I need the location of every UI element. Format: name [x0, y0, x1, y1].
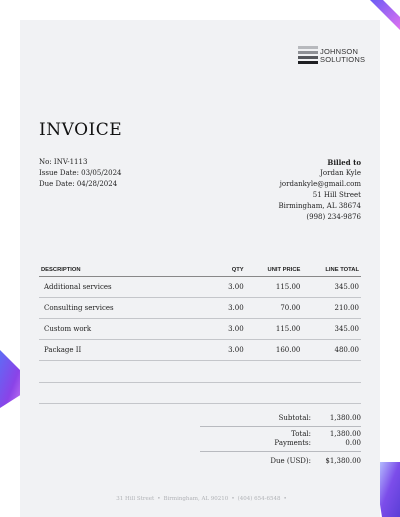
logo-bars-icon: [298, 46, 318, 66]
row-unit-price: 160.00: [275, 346, 301, 354]
client-street: 51 Hill Street: [312, 191, 361, 199]
row-line-total: 480.00: [334, 346, 359, 354]
totals-divider: [200, 451, 361, 452]
footer: 31 Hill Street • Birmingham, AL 90210 • (404) 654-6548 •: [116, 496, 287, 502]
billed-to: [278, 157, 361, 223]
footer-city: Birmingham, AL 90210: [163, 496, 229, 502]
row-description: Custom work: [44, 325, 92, 333]
due-value: $1,380.00: [325, 457, 361, 465]
footer-phone: (404) 654-6548: [237, 496, 281, 502]
row-description: Consulting services: [44, 304, 114, 312]
row-line-total: 210.00: [334, 304, 359, 312]
row-unit-price: 70.00: [280, 304, 301, 312]
totals-divider: [200, 426, 361, 427]
client-city: Birmingham, AL 38674: [278, 202, 361, 210]
row-line-total: 345.00: [334, 325, 359, 333]
line-items-table: [39, 263, 361, 361]
invoice-page: [20, 20, 380, 517]
table-header-row: [39, 263, 361, 277]
divider: [39, 403, 361, 404]
client-email: jordankyle@gmail.com: [279, 180, 361, 188]
row-unit-price: 115.00: [275, 325, 301, 333]
corner-decoration-bottom-right: [378, 462, 400, 517]
table-row: [39, 298, 361, 319]
invoice-number: No: INV-1113: [39, 158, 88, 166]
invoice-meta: [39, 157, 122, 190]
table-row: [39, 277, 361, 298]
table-row: [39, 319, 361, 340]
corner-decoration-left: [0, 350, 22, 408]
client-name: Jordan Kyle: [320, 169, 361, 177]
footer-street: 31 Hill Street: [116, 496, 155, 502]
invoice-title: INVOICE: [39, 120, 123, 140]
header-description: DESCRIPTION: [41, 266, 81, 273]
header-qty: QTY: [231, 266, 244, 273]
due-date: Due Date: 04/28/2024: [39, 180, 118, 188]
payments-value: 0.00: [345, 439, 361, 447]
row-description: Package II: [44, 346, 82, 354]
billed-to-heading: Billed to: [327, 158, 361, 167]
subtotal-label: Subtotal:: [278, 414, 311, 422]
row-qty: 3.00: [228, 304, 244, 312]
row-qty: 3.00: [228, 283, 244, 291]
table-row: [39, 340, 361, 361]
row-qty: 3.00: [228, 346, 244, 354]
header-unit-price: UNIT PRICE: [267, 266, 301, 273]
row-qty: 3.00: [228, 325, 244, 333]
row-line-total: 345.00: [334, 283, 359, 291]
total-value: 1,380.00: [329, 430, 361, 438]
logo-line-1: JOHNSON: [320, 47, 359, 56]
row-unit-price: 115.00: [275, 283, 301, 291]
header-line-total: LINE TOTAL: [325, 266, 359, 273]
logo-line-2: SOLUTIONS: [320, 55, 366, 64]
divider: [39, 382, 361, 383]
subtotal-value: 1,380.00: [329, 414, 361, 422]
issue-date: Issue Date: 03/05/2024: [39, 169, 122, 177]
due-label: Due (USD):: [270, 457, 311, 465]
client-phone: (998) 234-9876: [306, 213, 361, 221]
payments-label: Payments:: [274, 439, 311, 447]
company-logo: [298, 46, 366, 66]
row-description: Additional services: [44, 283, 112, 291]
total-label: Total:: [291, 430, 311, 438]
